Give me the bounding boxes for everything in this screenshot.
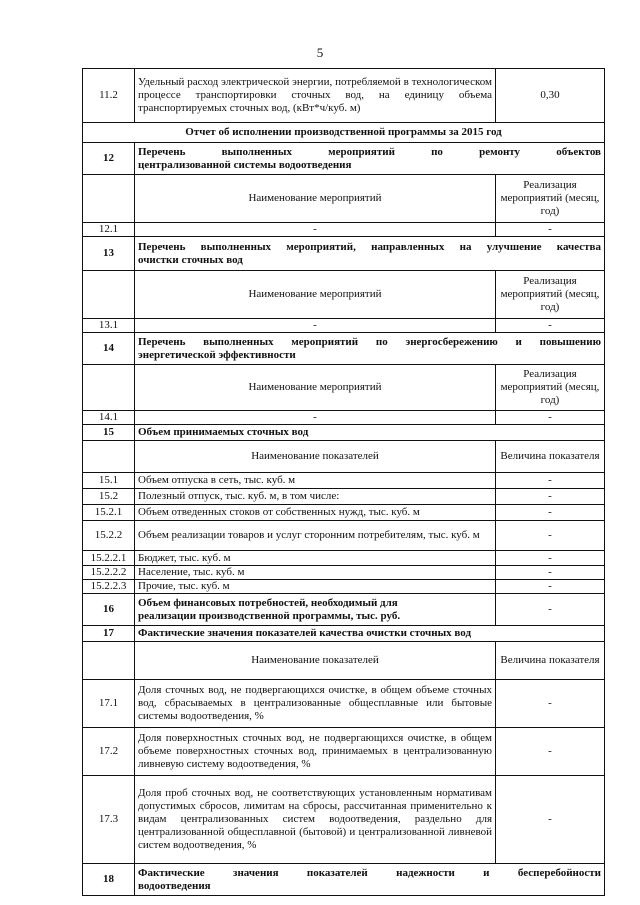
column-header-row xyxy=(83,441,605,473)
section-number: 13 xyxy=(83,237,135,271)
report-title: Отчет об исполнении производственной программы за 2015 год xyxy=(83,123,605,143)
empty-cell xyxy=(83,271,135,319)
section-title xyxy=(135,237,605,271)
table-row xyxy=(83,411,605,425)
section-title: Фактические значения показателей качества очистки сточных вод xyxy=(135,626,605,642)
section-title-line: Объем финансовых потребностей, необходимый для xyxy=(138,596,398,609)
table-row xyxy=(83,223,605,237)
column-header: Величина показателя xyxy=(496,642,605,680)
row-value: - xyxy=(496,680,605,728)
row-text: Доля сточных вод, не подвергающихся очистке, в общем объеме сточных вод, сбрасываемых в централизованные общесплавные или бытовые системы водоотведения, % xyxy=(135,680,496,728)
section-title-line: водоотведения xyxy=(138,879,211,892)
column-header: Наименование показателей xyxy=(135,441,496,473)
section-title-line: централизованной системы водоотведения xyxy=(138,158,352,171)
section-title xyxy=(135,594,496,626)
row-number: 17.3 xyxy=(83,776,135,864)
section-title xyxy=(135,143,605,175)
table-row xyxy=(83,319,605,333)
column-header: Реализация мероприятий (месяц, год) xyxy=(496,271,605,319)
section-number: 17 xyxy=(83,626,135,642)
column-header-row xyxy=(83,271,605,319)
table-row xyxy=(83,521,605,551)
row-value: - xyxy=(496,489,605,505)
row-value: - xyxy=(496,505,605,521)
section-row xyxy=(83,333,605,365)
row-value: - xyxy=(496,776,605,864)
row-text: Прочие, тыс. куб. м xyxy=(135,580,496,594)
row-text: - xyxy=(135,319,496,333)
section-title xyxy=(135,333,605,365)
empty-cell xyxy=(83,441,135,473)
section-row xyxy=(83,594,605,626)
section-row xyxy=(83,237,605,271)
table-row xyxy=(83,680,605,728)
row-text: - xyxy=(135,223,496,237)
row-value: - xyxy=(496,580,605,594)
section-title: Объем принимаемых сточных вод xyxy=(135,425,605,441)
column-header: Реализация мероприятий (месяц, год) xyxy=(496,365,605,411)
table-row xyxy=(83,505,605,521)
section-number: 14 xyxy=(83,333,135,365)
row-text: Полезный отпуск, тыс. куб. м, в том числе: xyxy=(135,489,496,505)
row-text: Бюджет, тыс. куб. м xyxy=(135,551,496,566)
column-header: Наименование мероприятий xyxy=(135,271,496,319)
row-number: 15.2.2.2 xyxy=(83,566,135,580)
column-header-row xyxy=(83,365,605,411)
table-row xyxy=(83,728,605,776)
row-value: 0,30 xyxy=(496,69,605,123)
section-row xyxy=(83,143,605,175)
row-number: 15.2.1 xyxy=(83,505,135,521)
row-number: 15.2.2.3 xyxy=(83,580,135,594)
table-row xyxy=(83,489,605,505)
row-value: - xyxy=(496,223,605,237)
section-number: 12 xyxy=(83,143,135,175)
row-number: 15.1 xyxy=(83,473,135,489)
row-number: 13.1 xyxy=(83,319,135,333)
table-row xyxy=(83,551,605,566)
column-header: Наименование показателей xyxy=(135,642,496,680)
row-value: - xyxy=(496,473,605,489)
row-text: Доля проб сточных вод, не соответствующих установленным нормативам допустимых сбросов, лимитам на сбросы, рассчитанная применительно к видам централизованных систем водоотведения, раздельно для централизованной общесплавной (бытовой) и централизованной ливневой систем водоотведения, % xyxy=(135,776,496,864)
row-text: Население, тыс. куб. м xyxy=(135,566,496,580)
section-row xyxy=(83,425,605,441)
row-value: - xyxy=(496,521,605,551)
empty-cell xyxy=(83,642,135,680)
row-value: - xyxy=(496,319,605,333)
row-text: Объем отпуска в сеть, тыс. куб. м xyxy=(135,473,496,489)
page-number: 5 xyxy=(316,45,324,60)
section-title-line: Перечень выполненных мероприятий по энергосбережению и повышению xyxy=(138,335,601,348)
row-text: Доля поверхностных сточных вод, не подвергающихся очистке, в общем объеме поверхностных сточных вод, принимаемых в централизованную ливневую систему водоотведения, % xyxy=(135,728,496,776)
row-number: 15.2.2 xyxy=(83,521,135,551)
column-header-row xyxy=(83,175,605,223)
section-row xyxy=(83,864,605,896)
column-header-row xyxy=(83,642,605,680)
row-text: Объем реализации товаров и услуг сторонним потребителям, тыс. куб. м xyxy=(135,521,496,551)
section-number: 18 xyxy=(83,864,135,896)
row-value: - xyxy=(496,728,605,776)
row-number: 14.1 xyxy=(83,411,135,425)
table-row xyxy=(83,580,605,594)
report-title-row xyxy=(83,123,605,143)
section-row xyxy=(83,626,605,642)
section-title-line: реализации производственной программы, тыс. руб. xyxy=(138,609,401,622)
section-number: 15 xyxy=(83,425,135,441)
row-value: - xyxy=(496,566,605,580)
row-number: 17.1 xyxy=(83,680,135,728)
section-title-line: Перечень выполненных мероприятий, направленных на улучшение качества xyxy=(138,240,601,253)
row-number: 12.1 xyxy=(83,223,135,237)
empty-cell xyxy=(83,175,135,223)
table-row xyxy=(83,776,605,864)
table-row xyxy=(83,473,605,489)
section-number: 16 xyxy=(83,594,135,626)
row-text: Удельный расход электрической энергии, потребляемой в технологическом процессе транспортировки сточных вод, на единицу объема транспортируемых сточных вод, (кВт*ч/куб. м) xyxy=(135,69,496,123)
row-text: Объем отведенных стоков от собственных нужд, тыс. куб. м xyxy=(135,505,496,521)
column-header: Наименование мероприятий xyxy=(135,365,496,411)
section-title-line: Фактические значения показателей надежности и бесперебойности xyxy=(138,866,601,879)
column-header: Реализация мероприятий (месяц, год) xyxy=(496,175,605,223)
row-value: - xyxy=(496,551,605,566)
column-header: Величина показателя xyxy=(496,441,605,473)
section-title xyxy=(135,864,605,896)
row-text: - xyxy=(135,411,496,425)
row-number: 15.2 xyxy=(83,489,135,505)
row-number: 11.2 xyxy=(83,69,135,123)
section-title-line: энергетической эффективности xyxy=(138,348,296,361)
report-table xyxy=(82,68,605,896)
row-value: - xyxy=(496,594,605,626)
table-row xyxy=(83,69,605,123)
row-value: - xyxy=(496,411,605,425)
row-number: 17.2 xyxy=(83,728,135,776)
section-title-line: очистки сточных вод xyxy=(138,253,243,266)
empty-cell xyxy=(83,365,135,411)
column-header: Наименование мероприятий xyxy=(135,175,496,223)
table-row xyxy=(83,566,605,580)
row-number: 15.2.2.1 xyxy=(83,551,135,566)
section-title-line: Перечень выполненных мероприятий по ремонту объектов xyxy=(138,145,601,158)
